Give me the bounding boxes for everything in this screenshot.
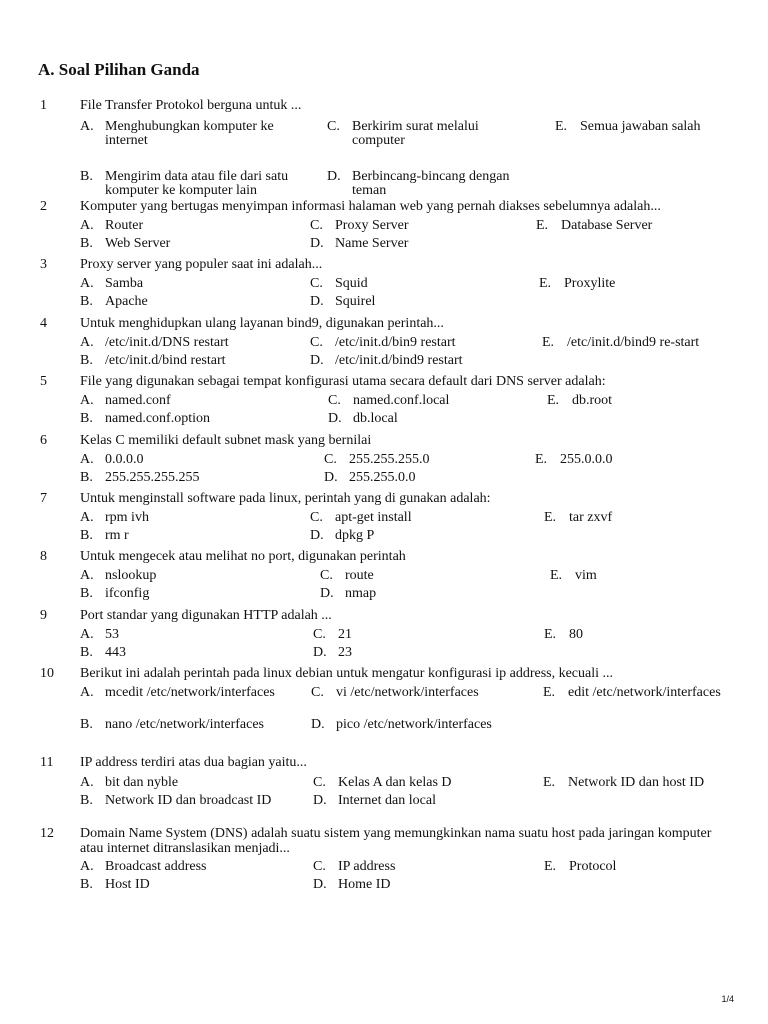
question-number: 12 (40, 826, 54, 841)
option-text: 53 (105, 627, 119, 642)
option-letter: B. (80, 645, 93, 660)
option-text: named.conf (105, 393, 171, 408)
option-letter: C. (310, 510, 323, 525)
question-text: File Transfer Protokol berguna untuk ... (80, 98, 302, 113)
option-letter: C. (313, 627, 326, 642)
option-text: Network ID dan broadcast ID (105, 793, 272, 808)
option-letter: E. (547, 393, 560, 408)
option-text: db.root (572, 393, 613, 408)
option-text: 0.0.0.0 (105, 452, 144, 467)
question-text: Proxy server yang populer saat ini adalah... (80, 257, 323, 272)
option-text: Name Server (335, 236, 409, 251)
option-letter: D. (310, 236, 324, 251)
option-letter: D. (324, 470, 338, 485)
option-letter: B. (80, 353, 93, 368)
option-text: pico /etc/network/interfaces (336, 717, 492, 732)
option-letter: A. (80, 568, 94, 583)
question-number: 3 (40, 257, 47, 272)
option-text: Samba (105, 276, 144, 291)
option-letter: C. (324, 452, 337, 467)
question-number: 4 (40, 316, 47, 331)
option-text: Berbincang-bincang dengan teman (352, 169, 510, 198)
option-text: Router (105, 218, 144, 233)
question-text: Kelas C memiliki default subnet mask yang bernilai (80, 433, 372, 448)
option-text: vi /etc/network/interfaces (336, 685, 479, 700)
option-text: Internet dan local (338, 793, 436, 808)
option-text: Broadcast address (105, 859, 207, 874)
option-text: Home ID (338, 877, 391, 892)
option-letter: E. (543, 775, 556, 790)
question-text: Berikut ini adalah perintah pada linux debian untuk mengatur konfigurasi ip address, kecuali ... (80, 666, 614, 681)
option-text: /etc/init.d/bind restart (105, 353, 226, 368)
option-text: apt-get install (335, 510, 412, 525)
option-text: Database Server (561, 218, 653, 233)
option-letter: A. (80, 119, 94, 134)
option-letter: A. (80, 859, 94, 874)
option-text: rm r (105, 528, 129, 543)
option-letter: E. (555, 119, 568, 134)
option-letter: B. (80, 793, 93, 808)
option-letter: A. (80, 775, 94, 790)
option-text: mcedit /etc/network/interfaces (105, 685, 275, 700)
option-text: edit /etc/network/interfaces (568, 685, 721, 700)
option-letter: D. (311, 717, 325, 732)
option-text: vim (575, 568, 597, 583)
option-letter: D. (327, 169, 341, 184)
option-letter: E. (543, 685, 556, 700)
option-letter: B. (80, 717, 93, 732)
option-text: 23 (338, 645, 352, 660)
option-letter: B. (80, 877, 93, 892)
option-text: 21 (338, 627, 352, 642)
option-text: 443 (105, 645, 126, 660)
option-letter: A. (80, 276, 94, 291)
option-letter: A. (80, 393, 94, 408)
question-text: Untuk mengecek atau melihat no port, digunakan perintah (80, 549, 406, 564)
question-text: File yang digunakan sebagai tempat konfigurasi utama secara default dari DNS server adalah: (80, 374, 606, 389)
option-letter: D. (313, 645, 327, 660)
option-text: Berkirim surat melalui computer (352, 119, 479, 148)
option-letter: E. (544, 859, 557, 874)
question-number: 2 (40, 199, 47, 214)
option-letter: D. (320, 586, 334, 601)
option-letter: D. (313, 877, 327, 892)
option-letter: C. (320, 568, 333, 583)
question-text: Domain Name System (DNS) adalah suatu sistem yang memungkinkan nama suatu host pada jaringan komputer atau internet ditranslasikan menjadi... (80, 826, 712, 856)
question-number: 8 (40, 549, 47, 564)
option-text: Network ID dan host ID (568, 775, 705, 790)
option-letter: A. (80, 627, 94, 642)
option-letter: B. (80, 586, 93, 601)
option-letter: A. (80, 510, 94, 525)
option-letter: C. (311, 685, 324, 700)
question-number: 7 (40, 491, 47, 506)
option-text: Squirel (335, 294, 376, 309)
question-number: 11 (40, 755, 54, 770)
question-text: Port standar yang digunakan HTTP adalah ... (80, 608, 332, 623)
option-text: Semua jawaban salah (580, 119, 701, 134)
option-letter: E. (550, 568, 563, 583)
option-letter: A. (80, 218, 94, 233)
option-text: named.conf.option (105, 411, 210, 426)
option-text: Mengirim data atau file dari satu komputer ke komputer lain (105, 169, 289, 198)
option-letter: E. (536, 218, 549, 233)
question-number: 10 (40, 666, 54, 681)
option-letter: E. (544, 510, 557, 525)
option-text: Kelas A dan kelas D (338, 775, 452, 790)
option-text: nmap (345, 586, 377, 601)
option-text: Proxy Server (335, 218, 409, 233)
option-text: /etc/init.d/bin9 restart (335, 335, 456, 350)
option-letter: D. (310, 294, 324, 309)
option-letter: C. (328, 393, 341, 408)
option-letter: D. (328, 411, 342, 426)
option-letter: C. (310, 218, 323, 233)
option-letter: A. (80, 452, 94, 467)
option-text: dpkg P (335, 528, 375, 543)
option-text: ifconfig (105, 586, 150, 601)
option-letter: B. (80, 294, 93, 309)
question-text: IP address terdiri atas dua bagian yaitu... (80, 755, 307, 770)
option-text: 255.255.255.0 (349, 452, 430, 467)
option-letter: B. (80, 470, 93, 485)
option-text: /etc/init.d/bind9 restart (335, 353, 463, 368)
option-letter: D. (313, 793, 327, 808)
question-text: Komputer yang bertugas menyimpan informasi halaman web yang pernah diakses sebelumnya adalah... (80, 199, 661, 214)
option-text: tar zxvf (569, 510, 613, 525)
question-text: Untuk menginstall software pada linux, perintah yang di gunakan adalah: (80, 491, 491, 506)
question-number: 5 (40, 374, 47, 389)
option-letter: A. (80, 685, 94, 700)
option-text: named.conf.local (353, 393, 450, 408)
option-text: route (345, 568, 374, 583)
option-text: Squid (335, 276, 368, 291)
option-letter: C. (310, 276, 323, 291)
option-letter: E. (542, 335, 555, 350)
option-text: 255.255.255.255 (105, 470, 200, 485)
option-text: rpm ivh (105, 510, 149, 525)
option-letter: B. (80, 411, 93, 426)
option-letter: E. (539, 276, 552, 291)
option-text: Menghubungkan komputer ke internet (105, 119, 274, 148)
option-text: Apache (105, 294, 148, 309)
option-text: Proxylite (564, 276, 616, 291)
option-letter: C. (313, 775, 326, 790)
page-indicator: 1/4 (721, 994, 734, 1004)
option-text: Host ID (105, 877, 150, 892)
option-letter: C. (313, 859, 326, 874)
option-letter: B. (80, 528, 93, 543)
option-letter: E. (544, 627, 557, 642)
option-letter: D. (310, 528, 324, 543)
option-letter: C. (327, 119, 340, 134)
page-title: A. Soal Pilihan Ganda (38, 60, 200, 79)
question-number: 1 (40, 98, 47, 113)
option-text: /etc/init.d/DNS restart (105, 335, 229, 350)
option-text: 255.255.0.0 (349, 470, 416, 485)
option-letter: B. (80, 236, 93, 251)
option-letter: D. (310, 353, 324, 368)
question-number: 6 (40, 433, 47, 448)
question-text: Untuk menghidupkan ulang layanan bind9, digunakan perintah... (80, 316, 444, 331)
option-letter: B. (80, 169, 93, 184)
option-text: db.local (353, 411, 398, 426)
option-text: nslookup (105, 568, 157, 583)
option-text: Web Server (105, 236, 171, 251)
option-letter: E. (535, 452, 548, 467)
option-text: nano /etc/network/interfaces (105, 717, 264, 732)
question-number: 9 (40, 608, 47, 623)
option-letter: A. (80, 335, 94, 350)
option-text: IP address (338, 859, 396, 874)
option-text: 255.0.0.0 (560, 452, 613, 467)
option-text: /etc/init.d/bind9 re-start (567, 335, 700, 350)
option-letter: C. (310, 335, 323, 350)
option-text: 80 (569, 627, 583, 642)
option-text: Protocol (569, 859, 617, 874)
option-text: bit dan nyble (105, 775, 179, 790)
